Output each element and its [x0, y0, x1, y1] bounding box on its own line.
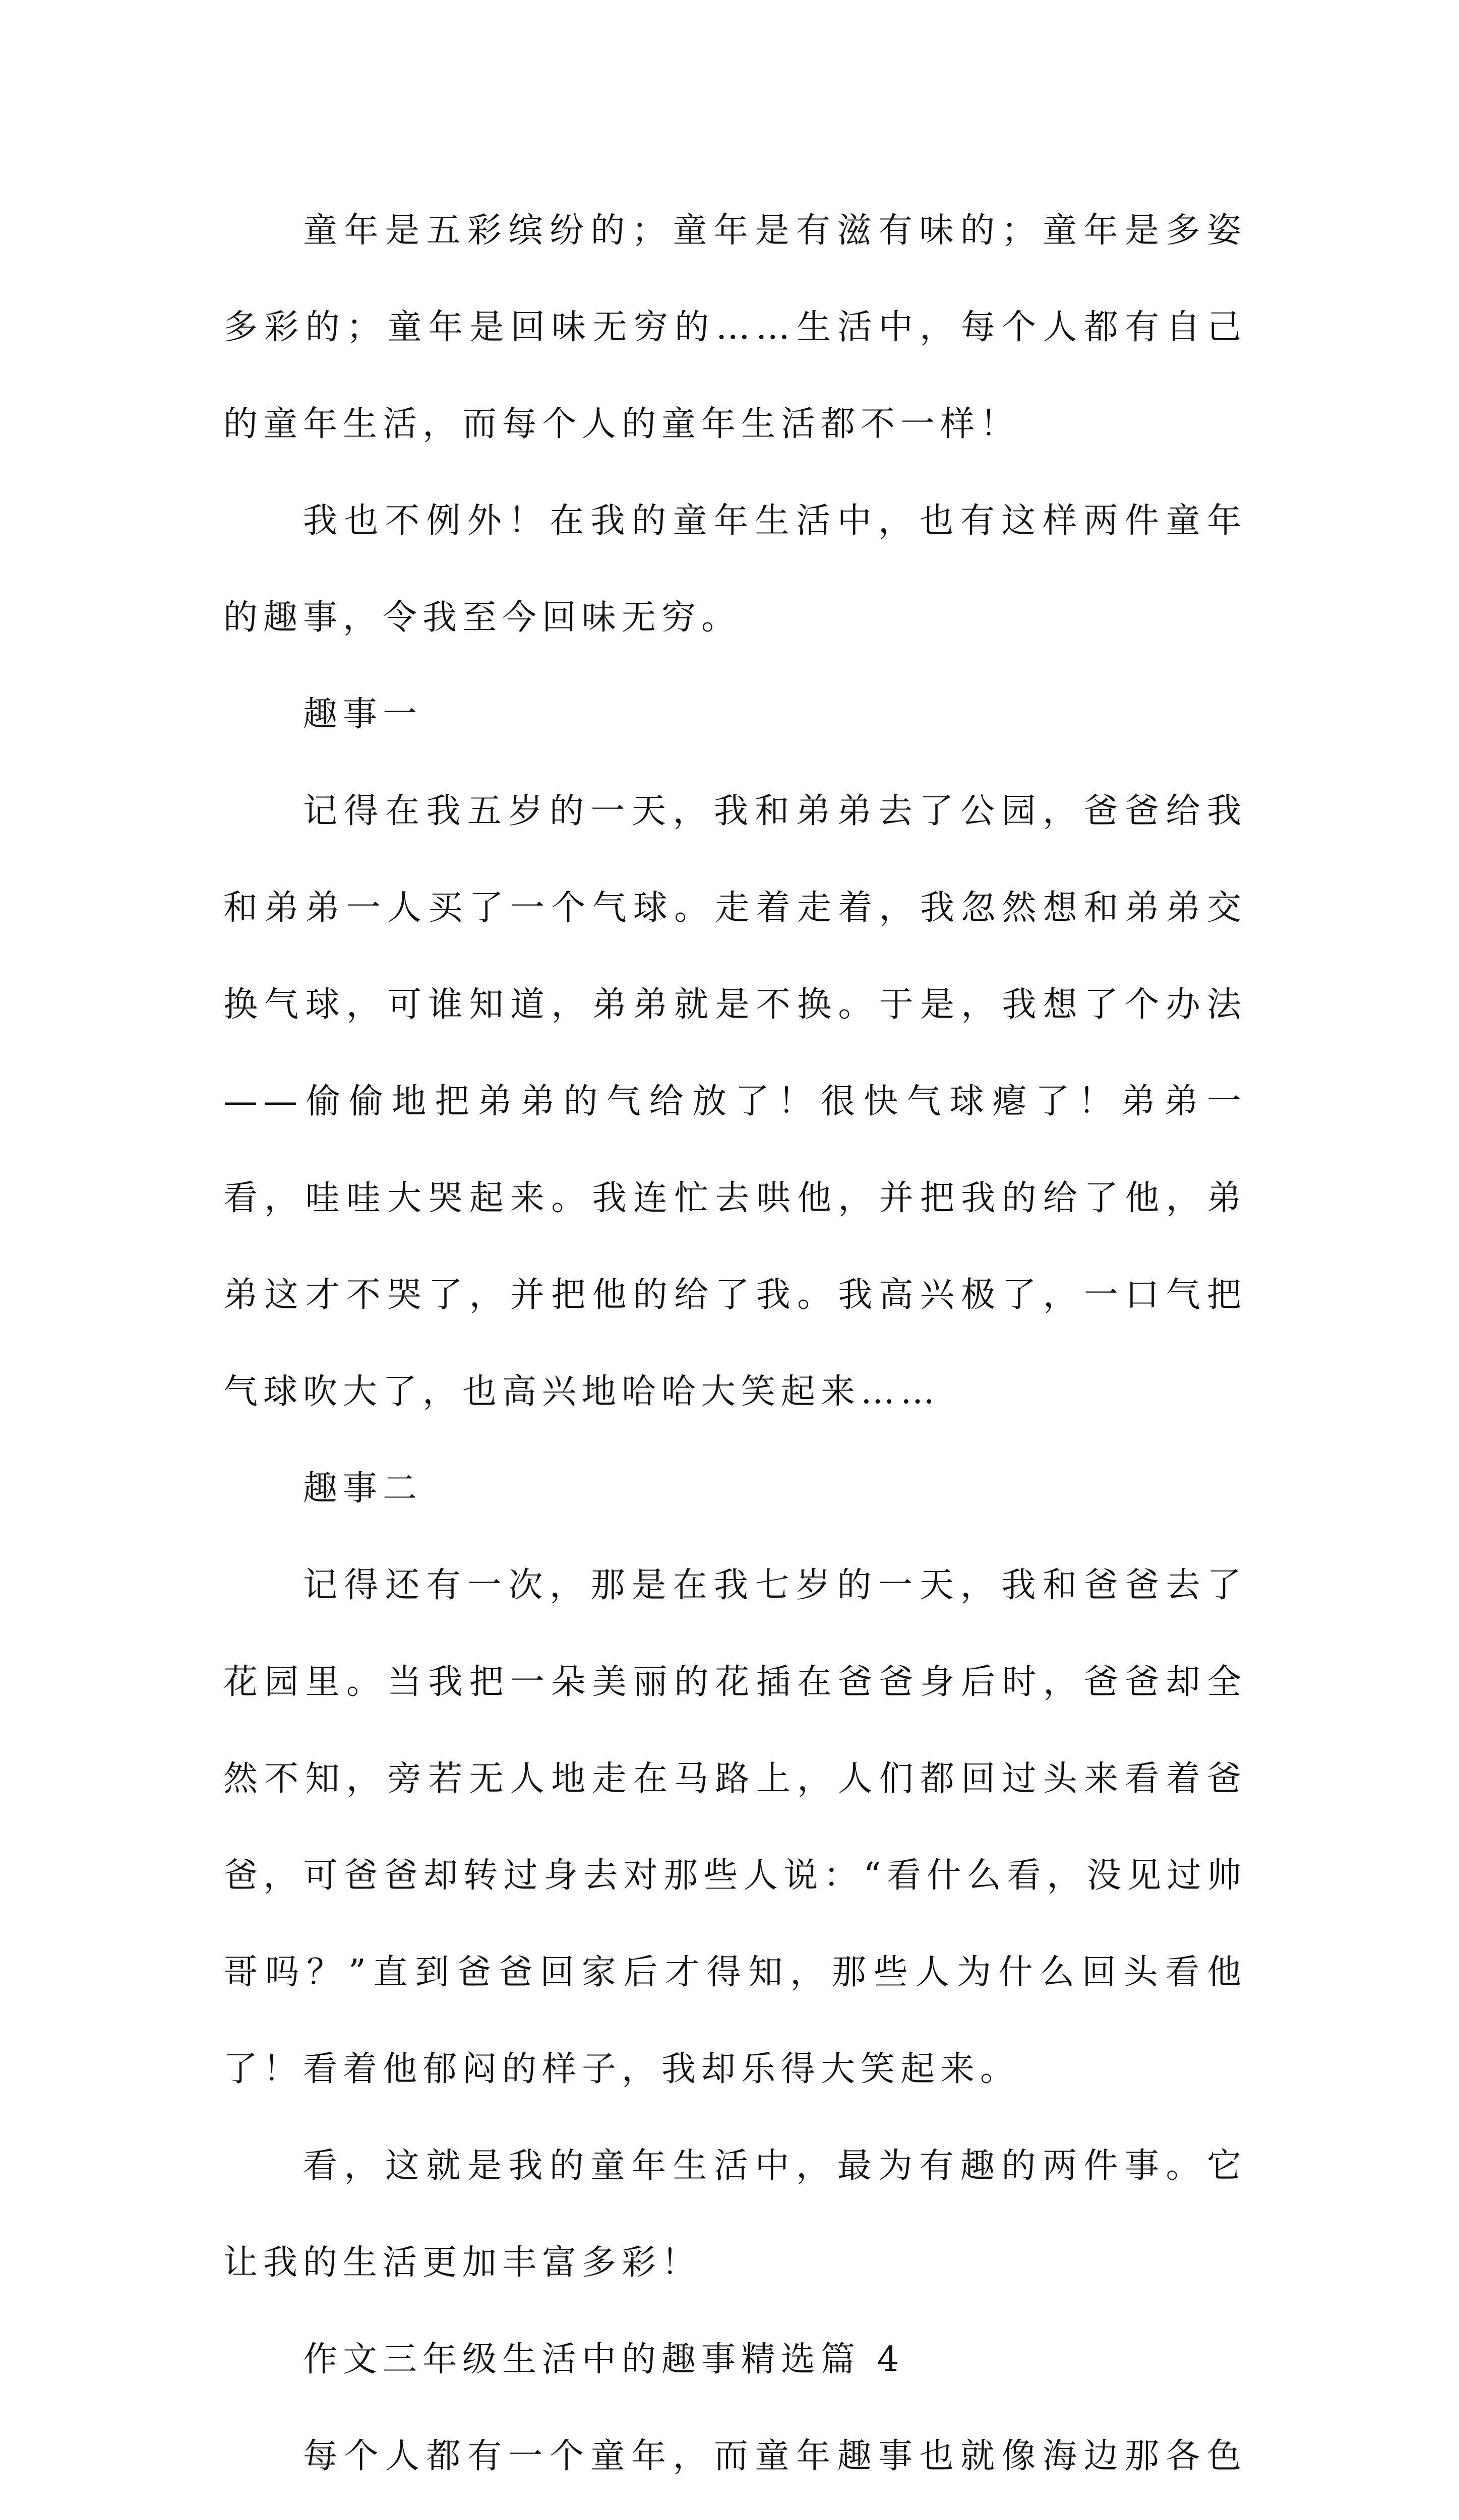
heading-story-one: 趣事一 [303, 695, 423, 734]
section-title-essay-4: 作文三年级生活中的趣事精选篇 4 [303, 2340, 904, 2379]
paragraph-story-two: 记得还有一次，那是在我七岁的一天，我和爸爸去了花园里。当我把一朵美丽的花插在爸爸身后时，爸爸却全然不知，旁若无人地走在马路上，人们都回过头来看着爸爸，可爸爸却转过身去对那些人说：“看什么看，没见过帅哥吗？”直到爸爸回家后才得知，那些人为什么回头看他了！看着他郁闷的样子，我却乐得大笑起来。 [223, 1565, 1247, 2089]
paragraph-conclusion: 看，这就是我的童年生活中，最为有趣的两件事。它让我的生活更加丰富多彩！ [223, 2146, 1247, 2283]
paragraph-essay-4-opening: 每个人都有一个童年，而童年趣事也就像海边那各色 [303, 2436, 1247, 2476]
heading-story-two: 趣事二 [303, 1469, 423, 1508]
paragraph-intro: 童年是五彩缤纷的；童年是有滋有味的；童年是多姿多彩的；童年是回味无穷的……生活中，每个人都有自己的童年生活，而每个人的童年生活都不一样！ [223, 211, 1247, 444]
document-body [223, 182, 1247, 2520]
paragraph-story-one: 记得在我五岁的一天，我和弟弟去了公园，爸爸给我和弟弟一人买了一个气球。走着走着，我忽然想和弟弟交换气球，可谁知道，弟弟就是不换。于是，我想了个办法——偷偷地把弟弟的气给放了！很快气球瘪了！弟弟一看，哇哇大哭起来。我连忙去哄他，并把我的给了他，弟弟这才不哭了，并把他的给了我。我高兴极了，一口气把气球吹大了，也高兴地哈哈大笑起来…… [223, 791, 1247, 1412]
paragraph-no-exception: 我也不例外！在我的童年生活中，也有这样两件童年的趣事，令我至今回味无穷。 [223, 501, 1247, 638]
